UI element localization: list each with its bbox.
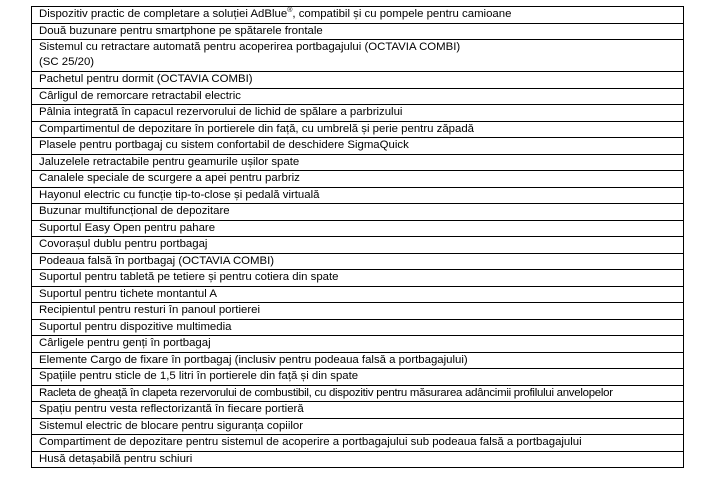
table-row [32,40,684,72]
table-cell: Pâlnia integrată în capacul rezervorului de lichid de spălare a parbrizului [32,105,684,122]
table-cell: Cârligele pentru genți în portbagaj [32,336,684,353]
table-row [32,204,684,221]
table-row [32,88,684,105]
table-cell: Buzunar multifuncțional de depozitare [32,204,684,221]
table-row [32,270,684,287]
registered-mark: ® [287,7,293,15]
table-row [32,303,684,320]
table-cell: Spațiu pentru vesta reflectorizantă în fiecare portieră [32,402,684,419]
cell-text-tail: , compatibil și cu pompele pentru camioane [292,8,512,20]
table-row [32,286,684,303]
table-cell: Racleta de gheață în clapeta rezervorului de combustibil, cu dispozitiv pentru măsurarea adâncimii profilului anvelopelor [32,385,684,402]
table-cell: Recipientul pentru resturi în panoul portierei [32,303,684,320]
table-row [32,352,684,369]
table-row [32,72,684,89]
table-row [32,138,684,155]
table-row [32,253,684,270]
table-cell: Elemente Cargo de fixare în portbagaj (inclusiv pentru podeaua falsă a portbagajului) [32,352,684,369]
table-cell: Două buzunare pentru smartphone pe spătarele frontale [32,23,684,40]
table-row [32,121,684,138]
table-row [32,23,684,40]
table-row [32,7,684,24]
table-cell: Covorașul dublu pentru portbagaj [32,237,684,254]
table-cell: Plasele pentru portbagaj cu sistem confortabil de deschidere SigmaQuick [32,138,684,155]
table-cell: Husă detașabilă pentru schiuri [32,451,684,468]
cell-text: Dispozitiv practic de completare a soluției AdBlue [39,8,288,20]
table-row [32,402,684,419]
table-row [32,220,684,237]
table-cell: Cârligul de remorcare retractabil electric [32,88,684,105]
table-cell: Spațiile pentru sticle de 1,5 litri în portierele din față și din spate [32,369,684,386]
table-row [32,418,684,435]
table-cell: Sistemul cu retractare automată pentru acoperirea portbagajului (OCTAVIA COMBI) (SC 25/20) [32,40,684,72]
features-table [31,6,684,468]
table-cell: Suportul pentru dispozitive multimedia [32,319,684,336]
table-cell: Suportul Easy Open pentru pahare [32,220,684,237]
table-cell: Hayonul electric cu funcție tip-to-close și pedală virtuală [32,187,684,204]
table-cell: Podeaua falsă în portbagaj (OCTAVIA COMBI) [32,253,684,270]
table-cell: Compartiment de depozitare pentru sistemul de acoperire a portbagajului sub podeaua falsă a portbagajului [32,435,684,452]
table-cell [32,7,684,24]
table-cell: Canalele speciale de scurgere a apei pentru parbriz [32,171,684,188]
table-row [32,105,684,122]
table-row [32,336,684,353]
table-cell: Jaluzelele retractabile pentru geamurile ușilor spate [32,154,684,171]
table-row [32,237,684,254]
table-cell: Suportul pentru tabletă pe tetiere și pentru cotiera din spate [32,270,684,287]
table-cell: Compartimentul de depozitare în portierele din față, cu umbrelă și perie pentru zăpadă [32,121,684,138]
table-row [32,451,684,468]
table-row [32,385,684,402]
table-row [32,187,684,204]
table-cell: Sistemul electric de blocare pentru siguranța copiilor [32,418,684,435]
table-row [32,171,684,188]
table-cell: Pachetul pentru dormit (OCTAVIA COMBI) [32,72,684,89]
table-row [32,154,684,171]
table-cell: Suportul pentru tichete montantul A [32,286,684,303]
table-row [32,369,684,386]
table-row [32,435,684,452]
table-row [32,319,684,336]
